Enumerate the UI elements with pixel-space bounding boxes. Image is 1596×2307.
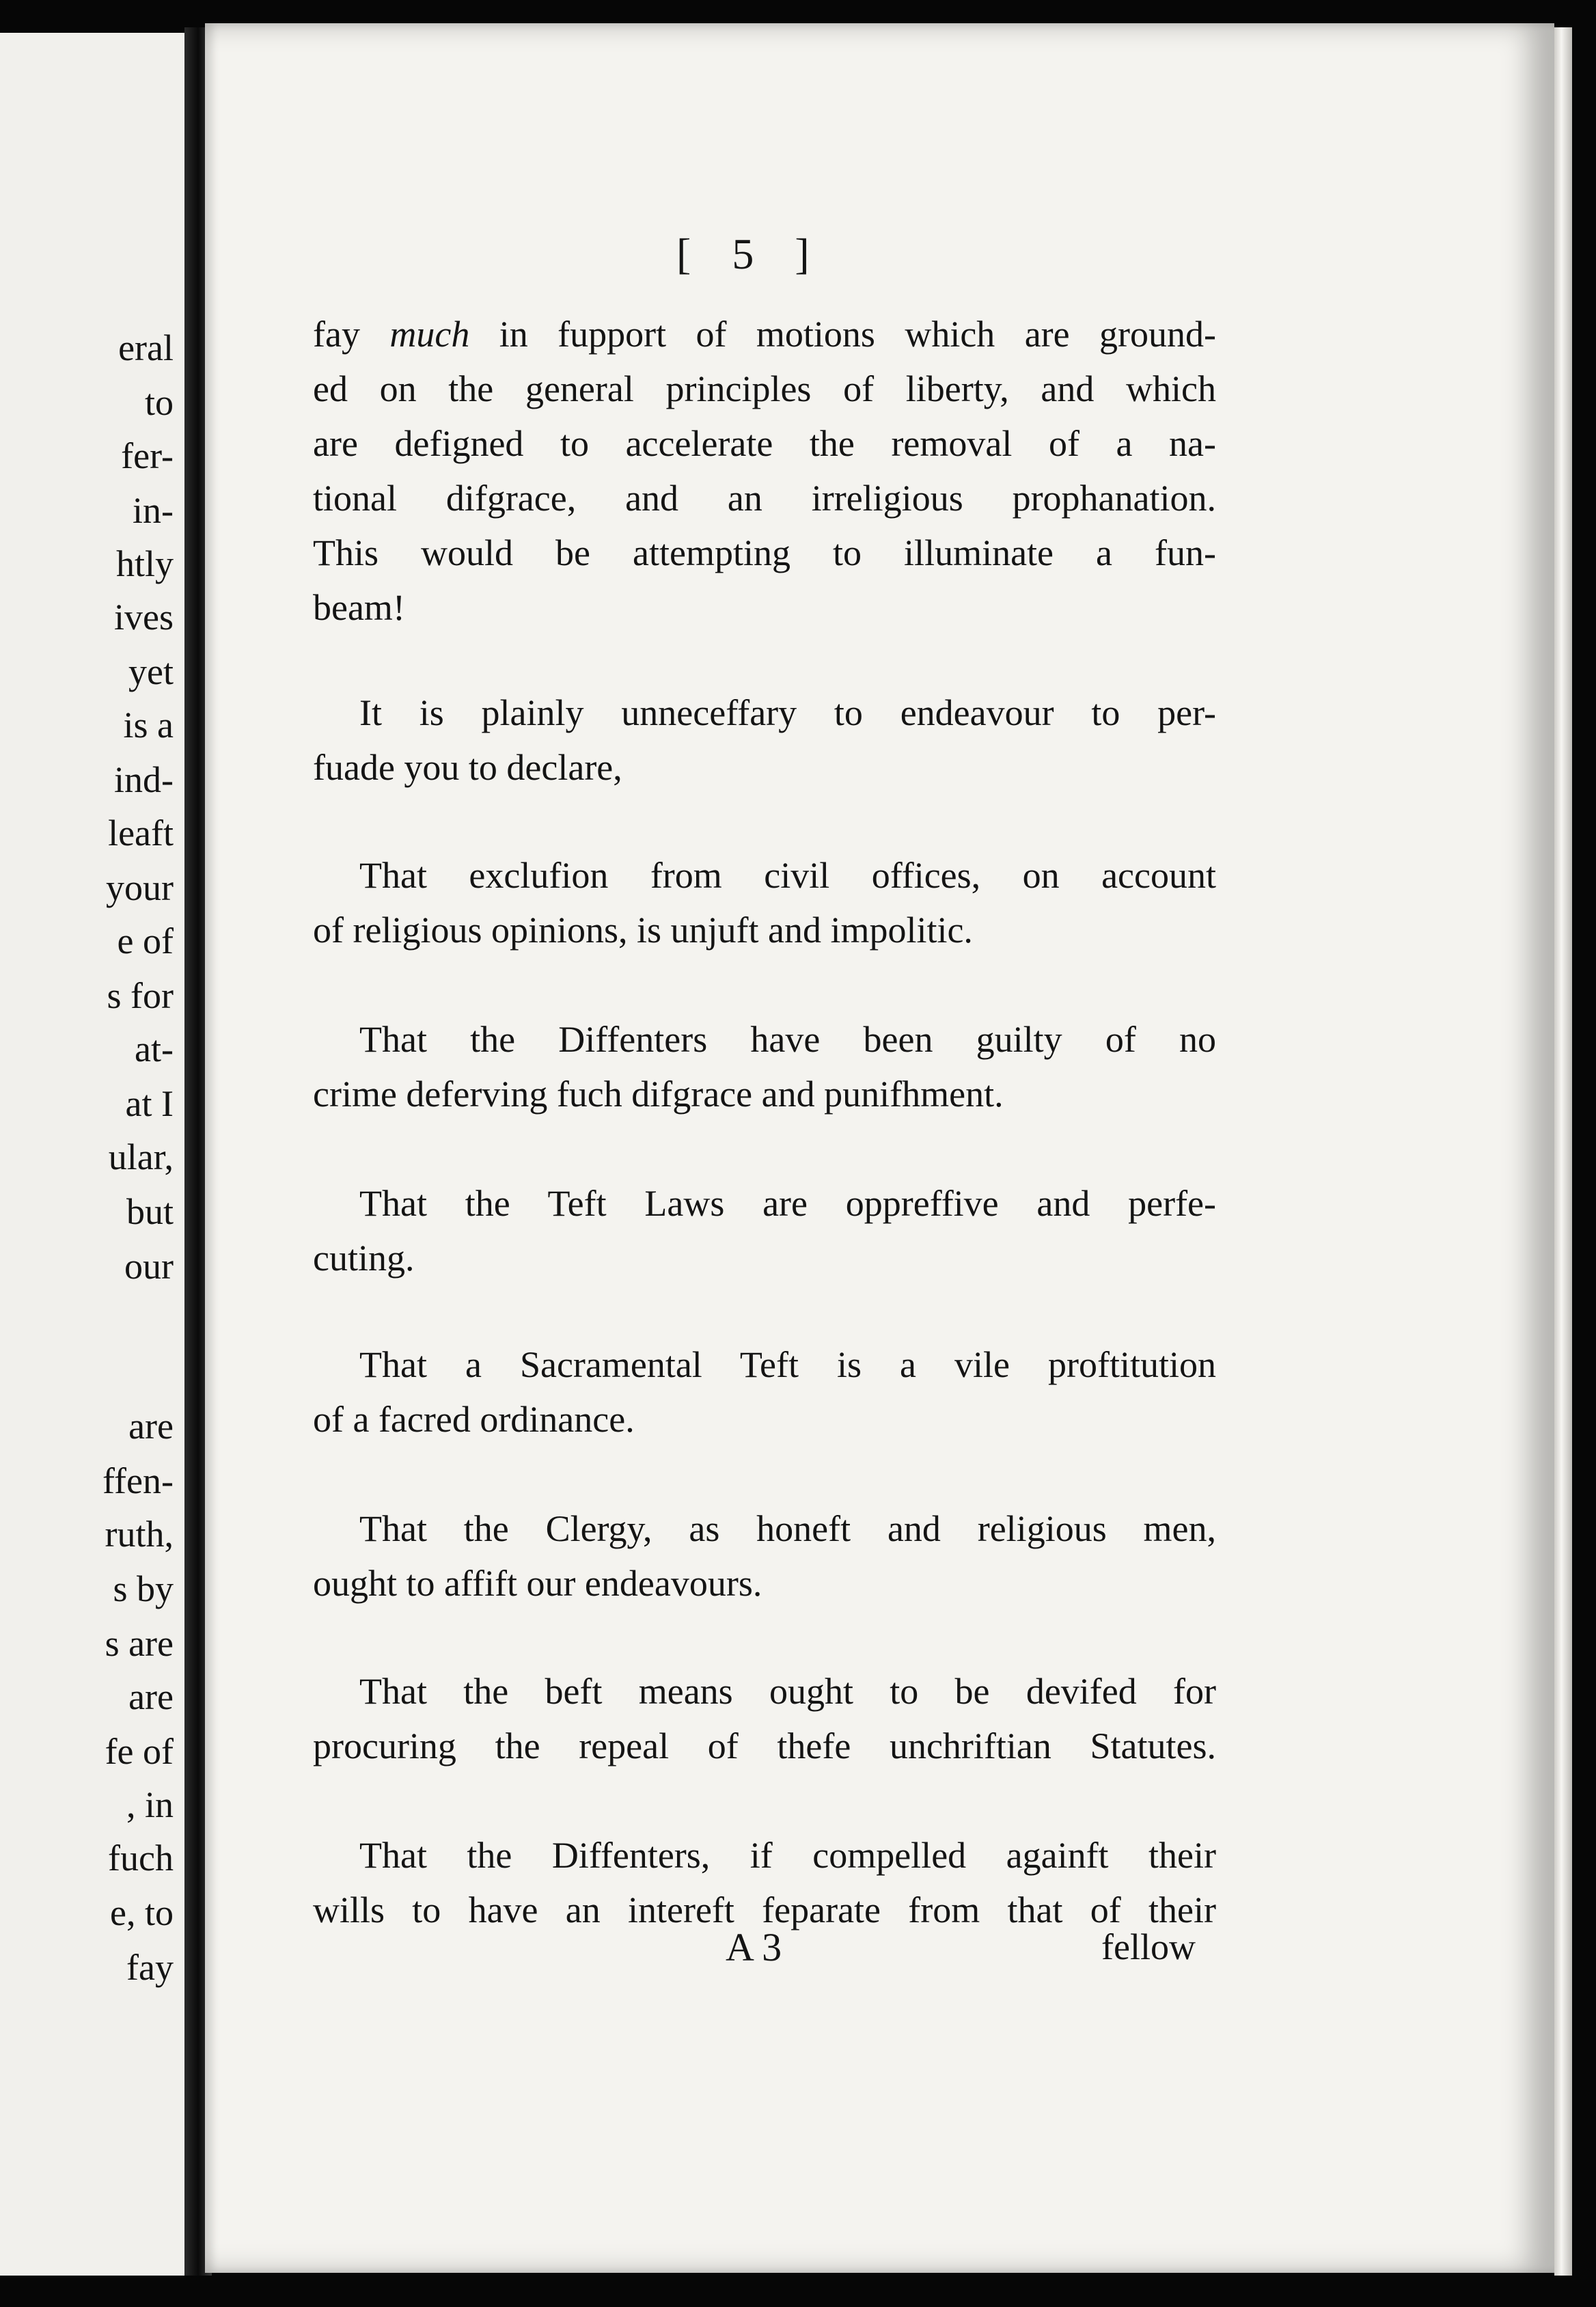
text-line: crime deferving fuch difgrace and punifhment. (313, 1074, 1004, 1115)
text-line: That exclufion from civil offices, on account (359, 855, 1216, 896)
text-line: ed on the general principles of liberty, and which (313, 368, 1216, 409)
left-page-line: fe of (105, 1731, 174, 1772)
left-page-line: but (126, 1191, 174, 1232)
left-page-line: ind- (114, 759, 174, 800)
left-page-line: yet (128, 651, 174, 692)
left-page-line: ffen- (102, 1460, 174, 1501)
right-page (205, 23, 1554, 2273)
text-line: of a facred ordinance. (313, 1399, 635, 1440)
text-line: That the Teft Laws are oppreffive and perfe- (359, 1183, 1216, 1224)
text-line: ought to affift our endeavours. (313, 1563, 762, 1604)
text-line: beam! (313, 587, 405, 628)
text-line: are defigned to accelerate the removal of a na- (313, 423, 1216, 464)
text-line: It is plainly unneceffary to endeavour to per- (359, 692, 1216, 733)
left-page-line: e, to (110, 1892, 174, 1933)
left-page-line: your (106, 867, 174, 908)
left-page-line: fer- (121, 435, 174, 476)
text-line: This would be attempting to illuminate a fun- (313, 532, 1216, 573)
left-page-line: are (128, 1676, 174, 1717)
left-page (0, 33, 194, 2276)
left-page-line: in- (133, 490, 174, 531)
left-page-line: ives (114, 597, 174, 638)
left-page-line: s for (107, 975, 174, 1016)
left-page-line: are (128, 1406, 174, 1447)
left-page-line: ular, (108, 1136, 174, 1177)
text-line: That the Clergy, as honeft and religious men, (359, 1508, 1216, 1549)
left-page-line: s by (113, 1568, 174, 1609)
text-line: fuade you to declare, (313, 747, 622, 788)
text-line: That a Sacramental Teft is a vile proftitution (359, 1344, 1216, 1385)
signature-mark: A 3 (726, 1925, 782, 1969)
text-line: That the Diffenters, if compelled againft their (359, 1835, 1216, 1876)
left-page-line: our (124, 1246, 174, 1287)
text-line: wills to have an intereft feparate from that of their (313, 1889, 1216, 1930)
left-page-line: at- (135, 1028, 174, 1069)
text-line: fay much in fupport of motions which are ground- (313, 314, 1216, 355)
left-page-line: htly (115, 543, 174, 584)
left-page-line: leaft (108, 813, 174, 854)
catchword: fellow (1101, 1926, 1196, 1967)
text-line: procuring the repeal of thefe unchriftian Statutes. (313, 1725, 1216, 1766)
text-line: That the beft means ought to be devifed for (359, 1671, 1216, 1712)
left-page-line: eral (118, 327, 174, 368)
text-line: That the Diffenters have been guilty of no (359, 1019, 1216, 1060)
left-page-line: is a (123, 705, 174, 746)
left-page-line: ruth, (105, 1514, 174, 1555)
left-page-line: to (144, 382, 174, 423)
left-page-line: fuch (108, 1838, 174, 1879)
left-page-line: fay (126, 1947, 174, 1988)
left-page-line: , in (126, 1784, 174, 1825)
left-page-line: s are (105, 1623, 174, 1664)
left-page-line: at I (125, 1083, 174, 1124)
text-line: tional difgrace, and an irreligious prophanation. (313, 478, 1216, 519)
left-page-line: e of (117, 920, 174, 961)
page-edge (1554, 27, 1572, 2276)
text-line: of religious opinions, is unjuft and impolitic. (313, 910, 973, 951)
page-number-header: [ 5 ] (676, 230, 825, 278)
text-line: cuting. (313, 1238, 415, 1279)
